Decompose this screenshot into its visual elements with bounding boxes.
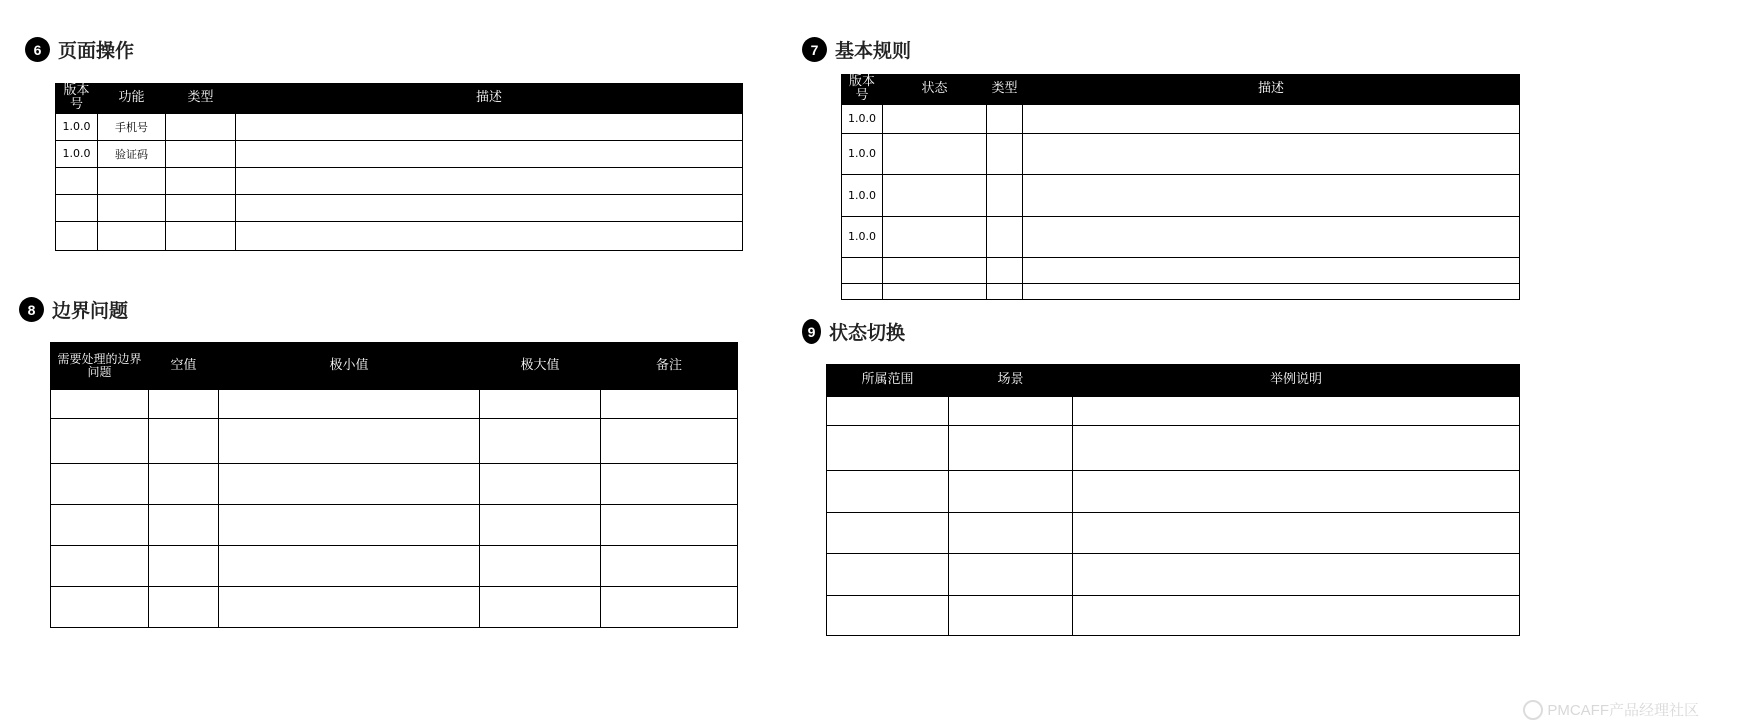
table-cell [883, 257, 987, 283]
table-row [51, 390, 738, 419]
column-header: 备注 [601, 343, 738, 390]
section-title: 边界问题 [52, 300, 129, 322]
table-row [56, 113, 743, 140]
table-cell [987, 216, 1023, 257]
column-header: 类型 [166, 84, 236, 114]
table-cell [1023, 133, 1520, 174]
table-cell [149, 419, 219, 464]
table-cell [219, 390, 480, 419]
table-row [56, 167, 743, 194]
column-header: 需要处理的边界问题 [51, 343, 149, 390]
table-cell [56, 167, 98, 194]
table-row [51, 419, 738, 464]
column-header: 版本号 [56, 84, 98, 114]
table-row [827, 513, 1520, 554]
section-number-badge: 7 [802, 37, 827, 62]
table-cell [827, 471, 949, 513]
table-cell [149, 390, 219, 419]
table-cell [480, 505, 601, 546]
table-cell [236, 167, 743, 194]
table-cell [219, 587, 480, 628]
table-cell: 1.0.0 [56, 140, 98, 167]
table-cell [1073, 513, 1520, 554]
table-cell [1073, 596, 1520, 636]
column-header: 版本号 [842, 75, 883, 105]
table-cell [883, 283, 987, 299]
table-cell [883, 104, 987, 133]
table-cell [98, 194, 166, 221]
table-cell [949, 397, 1073, 426]
table-cell: 1.0.0 [842, 104, 883, 133]
table-header-row [842, 75, 1520, 105]
table-cell [987, 257, 1023, 283]
section-7-heading [802, 36, 911, 63]
table-cell [219, 505, 480, 546]
table-cell [1023, 257, 1520, 283]
column-header: 所属范围 [827, 365, 949, 397]
column-header: 空值 [149, 343, 219, 390]
table-cell: 手机号 [98, 113, 166, 140]
table-cell [219, 464, 480, 505]
table-cell [1023, 104, 1520, 133]
table-cell [236, 113, 743, 140]
column-header: 描述 [236, 84, 743, 114]
table-cell [827, 554, 949, 596]
table-cell [51, 419, 149, 464]
table-cell [601, 505, 738, 546]
pmcaff-logo-icon [1523, 700, 1543, 720]
table-header-row [56, 84, 743, 114]
table-cell [480, 464, 601, 505]
table-cell [98, 167, 166, 194]
column-header: 极大值 [480, 343, 601, 390]
table-cell [827, 426, 949, 471]
column-header: 极小值 [219, 343, 480, 390]
table-row [827, 471, 1520, 513]
boundary-issues-table [50, 342, 738, 628]
table-cell [949, 513, 1073, 554]
table-cell [987, 174, 1023, 216]
table-header-row [51, 343, 738, 390]
table-cell [883, 174, 987, 216]
table-row [56, 194, 743, 221]
table-row [842, 283, 1520, 299]
table-row [827, 426, 1520, 471]
column-header: 状态 [883, 75, 987, 105]
table-row [51, 546, 738, 587]
table-cell [56, 194, 98, 221]
table-cell [236, 194, 743, 221]
table-cell [1023, 283, 1520, 299]
table-cell [987, 283, 1023, 299]
table-cell [949, 554, 1073, 596]
table-cell [236, 140, 743, 167]
table-cell [949, 426, 1073, 471]
table-cell [51, 505, 149, 546]
section-6-heading [25, 36, 134, 63]
table-cell [601, 546, 738, 587]
table-row [842, 257, 1520, 283]
table-cell [1073, 471, 1520, 513]
table-cell [51, 546, 149, 587]
table-cell [827, 596, 949, 636]
section-title: 基本规则 [835, 40, 912, 62]
table-header-row [827, 365, 1520, 397]
section-8-heading [19, 296, 128, 323]
table-row [842, 133, 1520, 174]
table-cell [987, 133, 1023, 174]
table-cell [51, 587, 149, 628]
table-cell [219, 419, 480, 464]
table-cell [1073, 397, 1520, 426]
table-cell [1073, 554, 1520, 596]
table-cell: 1.0.0 [56, 113, 98, 140]
table-cell [149, 587, 219, 628]
table-cell [51, 390, 149, 419]
column-header: 举例说明 [1073, 365, 1520, 397]
table-cell [842, 257, 883, 283]
table-row [56, 140, 743, 167]
section-title: 状态切换 [829, 322, 906, 344]
table-cell [149, 505, 219, 546]
section-title: 页面操作 [58, 40, 135, 62]
table-cell [51, 464, 149, 505]
table-cell [166, 113, 236, 140]
column-header: 功能 [98, 84, 166, 114]
table-cell [842, 283, 883, 299]
column-header: 场景 [949, 365, 1073, 397]
watermark [1523, 699, 1699, 720]
table-row [51, 505, 738, 546]
table-cell [883, 216, 987, 257]
table-cell [219, 546, 480, 587]
table-row [827, 397, 1520, 426]
table-cell [601, 419, 738, 464]
table-row [842, 216, 1520, 257]
table-row [51, 464, 738, 505]
table-cell [1073, 426, 1520, 471]
table-cell [949, 471, 1073, 513]
table-cell [601, 464, 738, 505]
table-cell [149, 546, 219, 587]
table-row [51, 587, 738, 628]
column-header: 类型 [987, 75, 1023, 105]
table-cell [480, 546, 601, 587]
table-cell [1023, 216, 1520, 257]
table-cell [166, 194, 236, 221]
table-cell [480, 587, 601, 628]
table-row [842, 104, 1520, 133]
table-cell [1023, 174, 1520, 216]
table-cell [883, 133, 987, 174]
table-row [827, 596, 1520, 636]
table-cell [56, 221, 98, 250]
section-9-heading [802, 318, 905, 345]
table-cell [149, 464, 219, 505]
table-cell [98, 221, 166, 250]
page-operations-table [55, 83, 743, 251]
table-cell: 验证码 [98, 140, 166, 167]
table-cell [827, 513, 949, 554]
section-number-badge: 6 [25, 37, 50, 62]
section-number-badge: 8 [19, 297, 44, 322]
table-cell: 1.0.0 [842, 174, 883, 216]
table-cell [601, 587, 738, 628]
table-cell: 1.0.0 [842, 133, 883, 174]
table-cell [166, 140, 236, 167]
column-header: 描述 [1023, 75, 1520, 105]
table-row [827, 554, 1520, 596]
table-cell [827, 397, 949, 426]
table-cell: 1.0.0 [842, 216, 883, 257]
watermark-text: PMCAFF产品经理社区 [1547, 702, 1699, 719]
table-cell [949, 596, 1073, 636]
basic-rules-table [841, 74, 1520, 300]
table-cell [987, 104, 1023, 133]
state-switching-table [826, 364, 1520, 636]
table-cell [480, 390, 601, 419]
table-cell [166, 221, 236, 250]
table-cell [601, 390, 738, 419]
section-number-badge: 9 [802, 319, 821, 344]
table-cell [236, 221, 743, 250]
table-row [842, 174, 1520, 216]
table-row [56, 221, 743, 250]
table-cell [166, 167, 236, 194]
table-cell [480, 419, 601, 464]
